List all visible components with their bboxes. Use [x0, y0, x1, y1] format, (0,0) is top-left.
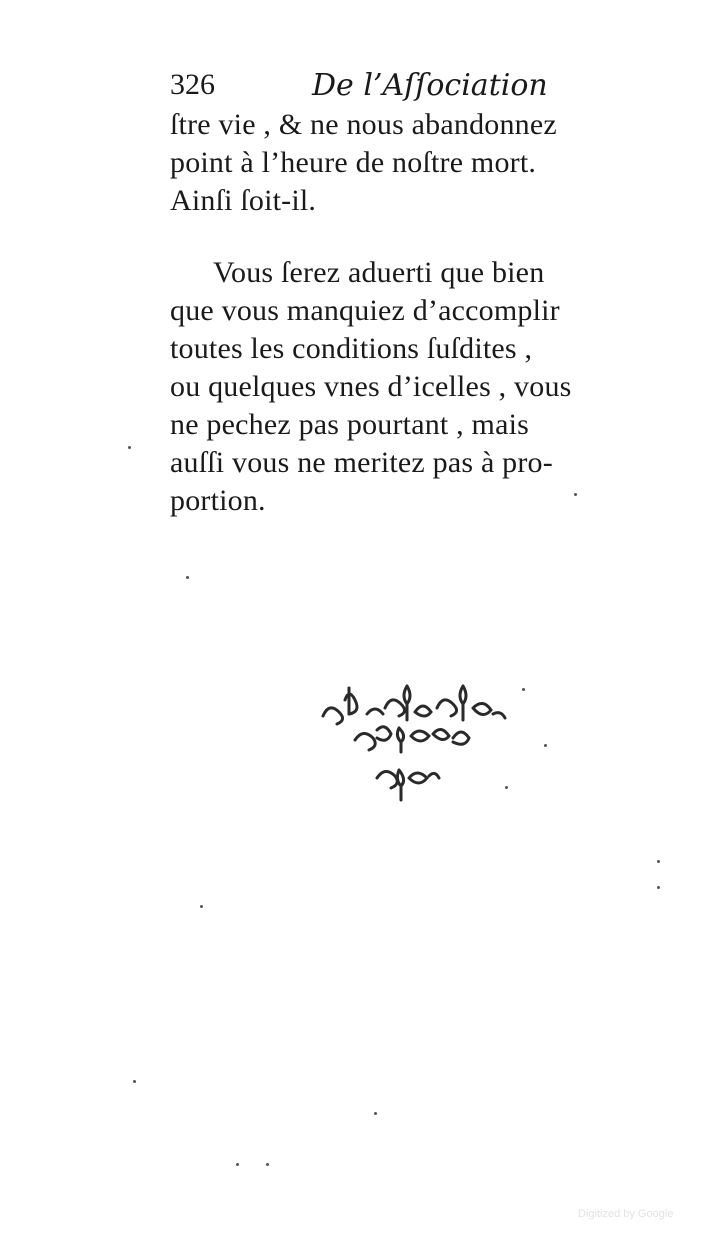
text-line: Ainſi ſoit-il.	[170, 184, 317, 217]
text-line: point à l’heure de noſtre mort.	[170, 146, 537, 179]
text-line: ſtre vie , & ne nous abandonnez	[170, 108, 557, 141]
scan-speck	[657, 886, 660, 889]
text-line: auſſi vous ne meritez pas à pro-	[170, 446, 553, 479]
scan-speck	[128, 446, 131, 449]
text-line: ou quelques vnes d’icelles , vous	[170, 370, 572, 403]
scan-speck	[522, 688, 525, 691]
scan-speck	[133, 1080, 136, 1083]
scan-speck	[186, 576, 189, 579]
text-line: toutes les conditions ſuſdites ,	[170, 332, 533, 365]
text-line: Vous ſerez aduerti que bien	[213, 256, 545, 289]
page-header	[170, 68, 650, 108]
text-line: ne pechez pas pourtant , mais	[170, 408, 530, 441]
watermark: Digitized by Google	[578, 1208, 674, 1220]
scan-speck	[236, 1163, 239, 1166]
page-number: 326	[170, 68, 215, 101]
running-title: De l’Aſſociation	[312, 68, 548, 103]
scan-speck	[266, 1163, 269, 1166]
scan-speck	[200, 905, 203, 908]
scan-speck	[505, 786, 508, 789]
scan-speck	[374, 1112, 377, 1115]
scan-speck	[544, 744, 547, 747]
fleuron-tailpiece-icon	[315, 678, 515, 808]
text-line: portion.	[170, 484, 266, 517]
text-line: que vous manquiez d’accomplir	[170, 294, 560, 327]
scan-speck	[574, 493, 577, 496]
scan-speck	[657, 860, 660, 863]
